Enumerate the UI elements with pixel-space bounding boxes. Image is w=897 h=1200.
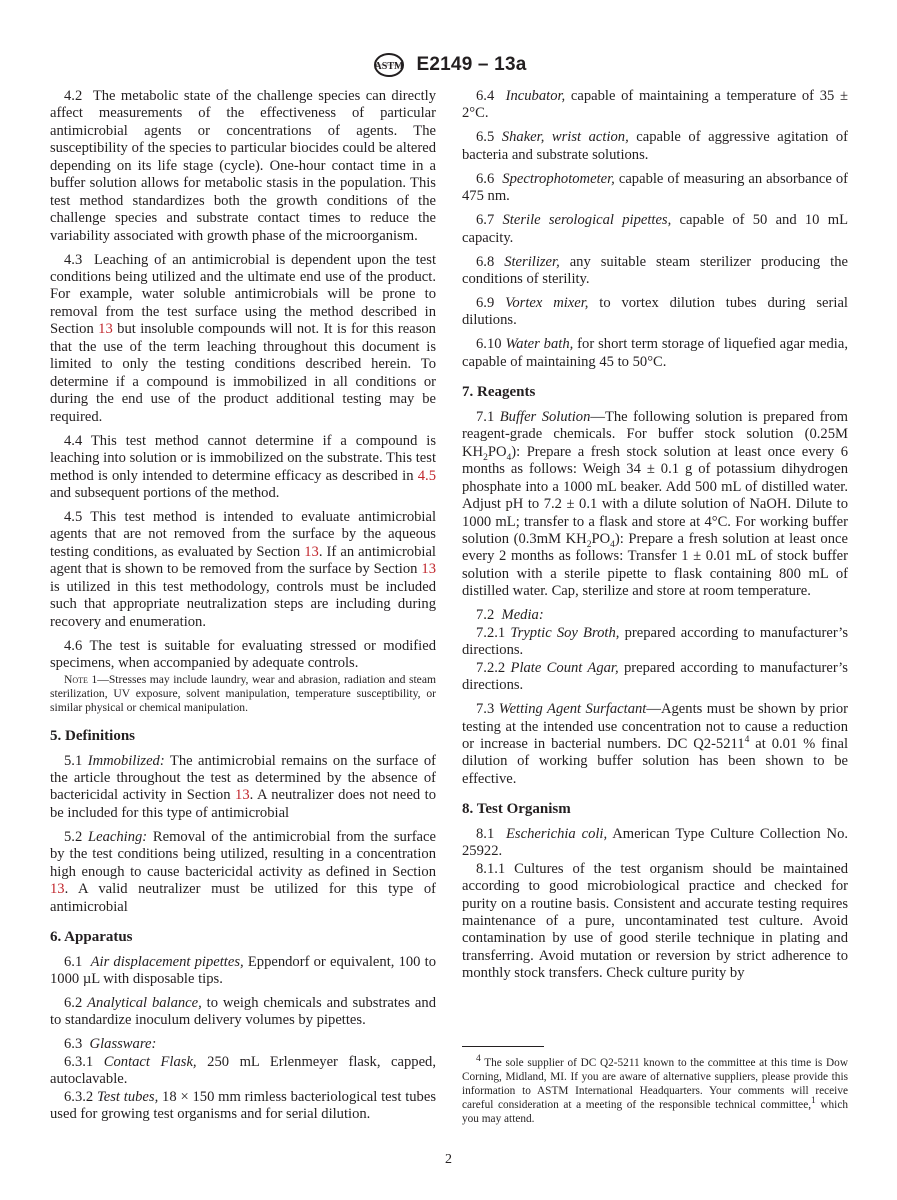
clause-text: capable of 50 and 10 mL capacity. xyxy=(462,212,848,246)
clause-text: to vortex dilution tubes during serial dilutions. xyxy=(462,295,848,329)
paragraph-4-2 xyxy=(50,88,436,245)
clause-text: capable of maintaining a temperature of 35 ± 2°C. xyxy=(462,88,848,122)
clause-text: but insoluble compounds will not. It is for this reason that the use of the term leaching throughout this document is limited to only the testing conditions described herein. To determine if a compound is immobilized in all conditions or during the end use of the product additional testing may be required. xyxy=(50,321,436,425)
paragraph-6-7 xyxy=(462,212,848,247)
paragraph-6-10 xyxy=(462,336,848,371)
paragraph-6-9 xyxy=(462,295,848,330)
section-13-link[interactable]: 13 xyxy=(304,543,319,560)
clause-number: 7.2 xyxy=(476,607,495,624)
paragraph-4-4 xyxy=(50,433,436,503)
section-13-link[interactable]: 13 xyxy=(98,321,113,338)
paragraph-6-5 xyxy=(462,129,848,164)
section-heading-apparatus: 6. Apparatus xyxy=(50,929,133,946)
subscript: 4 xyxy=(506,452,512,463)
paragraph-6-3 xyxy=(50,1036,436,1053)
clause-text: 250 mL Erlenmeyer flask, capped, autoclavable. xyxy=(50,1053,437,1088)
clause-number: 4.6 xyxy=(64,637,83,654)
footnote-divider xyxy=(462,1046,544,1047)
section-heading-definitions: 5. Definitions xyxy=(50,728,136,745)
item-term: Air displacement pipettes, xyxy=(90,953,244,970)
clause-text: to weigh chemicals and substrates and to standardize inoculum delivery volumes by pipettes. xyxy=(50,995,436,1029)
subscript: 2 xyxy=(586,539,592,550)
clause-number: 7.2.1 xyxy=(476,624,506,641)
astm-logo-icon xyxy=(371,52,407,78)
clause-number: 6.1 xyxy=(64,953,83,970)
clause-number: 6.7 xyxy=(476,212,495,229)
clause-text: This test method cannot determine if a compound is leaching into solution or is immobilized on the substrate. This test method is only intended to determine efficacy as described in xyxy=(50,432,437,484)
note-text: —Stresses may include laundry, wear and abrasion, radiation and steam sterilization, UV exposure, solvent manipulation, temperature susceptibility, or similar physical or chemical manipulation. xyxy=(50,672,436,714)
paragraph-8-1-1 xyxy=(462,861,848,983)
paragraph-5-2 xyxy=(50,829,436,916)
paragraph-6-3-1 xyxy=(50,1054,436,1089)
clause-text: prepared according to manufacturer’s directions. xyxy=(462,624,848,659)
paragraph-5-1 xyxy=(50,753,436,823)
clause-text: . A neutralizer does not need to be included for this type of antimicrobial xyxy=(50,787,436,821)
clause-text: . If an antimicrobial agent that is shown to be removed from the surface by Section xyxy=(50,543,436,578)
clause-text: The test is suitable for evaluating stressed or modified specimens, when accompanied by adequate controls. xyxy=(50,637,437,672)
clause-number: 6.2 xyxy=(64,995,83,1011)
clause-number: 6.8 xyxy=(476,253,495,270)
section-13-link[interactable]: 13 xyxy=(50,881,65,898)
clause-number: 6.3.1 xyxy=(64,1053,94,1070)
item-term: Glassware: xyxy=(89,1036,157,1053)
clause-text: Cultures of the test organism should be maintained according to good microbiological practice and checked for purity on a routine basis. Consistent and accurate testing requires maintenance of a pure, uncontaminated test culture. Avoid contamination by use of good sterile technique in plating and transferring. Avoid mutation or reversion by strict adherence to monthly stock transfers. Check culture purity by xyxy=(462,860,849,982)
section-heading-test-organism: 8. Test Organism xyxy=(462,801,571,818)
clause-number: 8.1.1 xyxy=(476,860,506,877)
clause-text: This test method is intended to evaluate antimicrobial agents that are not removed from the surface by the aqueous testing conditions, as evaluated by Section xyxy=(50,508,437,560)
clause-number: 4.4 xyxy=(64,432,83,449)
paragraph-6-1 xyxy=(50,954,436,989)
item-term: Incubator, xyxy=(505,88,566,104)
clause-number: 5.1 xyxy=(64,752,83,769)
paragraph-4-3 xyxy=(50,252,436,427)
page-header xyxy=(0,52,897,78)
defined-term: Leaching: xyxy=(87,828,148,845)
item-term: Test tubes, xyxy=(97,1088,159,1105)
paragraph-6-4 xyxy=(462,88,848,123)
item-term: Plate Count Agar, xyxy=(510,659,619,676)
clause-text: ): Prepare a fresh stock solution at least once every 6 months as follows: Weigh 34 ± 0.1 g of potassium dihydrogen phosphate into a 1000 mL beaker. Add 500 mL of distilled water. Adjust pH to 7.2 ± 0.1 with a dilute solution of NaOH. Dilute to 1000 mL; transfer to a flask and store at 4°C. For working buffer solution (0.3mM KH xyxy=(462,443,848,547)
footnote-area xyxy=(462,1046,848,1127)
page-number: 2 xyxy=(445,1152,452,1167)
note-1 xyxy=(50,673,436,716)
clause-number: 8.1 xyxy=(476,825,495,842)
right-column xyxy=(462,88,848,989)
footnote-4-marker[interactable]: 4 xyxy=(744,735,750,746)
clause-text: American Type Culture Collection No. 25922. xyxy=(462,825,849,860)
clause-text: —The following solution is prepared from reagent-grade chemicals. For buffer stock solution (0.25M KH xyxy=(462,408,849,460)
clause-number: 4.5 xyxy=(64,508,83,525)
clause-number: 4.2 xyxy=(64,88,83,104)
section-13-link[interactable]: 13 xyxy=(421,561,436,578)
section-4-5-link[interactable]: 4.5 xyxy=(417,467,436,484)
item-term: Sterilizer, xyxy=(504,253,560,270)
paragraph-4-6 xyxy=(50,638,436,673)
paragraph-6-2 xyxy=(50,995,436,1030)
clause-number: 5.2 xyxy=(64,828,83,845)
defined-term: Immobilized: xyxy=(87,752,165,769)
clause-text: prepared according to manufacturer’s directions. xyxy=(462,659,848,694)
footnote-text: The sole supplier of DC Q2-5211 known to the committee at this time is Dow Corning, Midland, MI. If you are aware of alternative suppliers, please provide this information to ASTM International Headquarters. Your comments will receive careful consideration at a meeting of the responsible technical committee, xyxy=(462,1057,848,1111)
clause-text: for short term storage of liquefied agar media, capable of maintaining 45 to 50°C. xyxy=(462,336,848,370)
standard-designation: E2149 – 13a xyxy=(416,54,527,75)
item-term: Media: xyxy=(501,607,544,624)
paragraph-4-5 xyxy=(50,509,436,631)
clause-number: 7.2.2 xyxy=(476,659,506,676)
clause-number: 6.3.2 xyxy=(64,1088,94,1105)
clause-text: at 0.01 % final dilution of working buffer solution has been shown to be effective. xyxy=(462,735,848,787)
clause-text: —Agents must be shown by prior testing at the intended use concentration not to cause a reduction or increase in bacterial numbers. DC Q2-5211 xyxy=(462,701,848,752)
organism-name: Escherichia coli, xyxy=(506,825,608,842)
item-term: Shaker, wrist action, xyxy=(501,129,629,146)
item-term: Sterile serological pipettes, xyxy=(502,212,672,229)
clause-text: 18 × 150 mm rimless bacteriological test tubes used for growing test organisms and for serial dilution. xyxy=(50,1088,437,1123)
svg-text:ASTM: ASTM xyxy=(374,61,403,72)
item-term: Vortex mixer, xyxy=(505,295,589,312)
paragraph-7-2 xyxy=(462,607,848,624)
clause-text: PO xyxy=(591,530,611,547)
item-term: Buffer Solution xyxy=(499,408,591,425)
item-term: Spectrophotometer, xyxy=(502,170,615,187)
clause-number: 6.5 xyxy=(476,129,495,146)
section-13-link[interactable]: 13 xyxy=(235,787,250,804)
clause-number: 6.10 xyxy=(476,336,502,353)
paragraph-6-6 xyxy=(462,171,848,206)
clause-text: and subsequent portions of the method. xyxy=(50,484,280,501)
clause-number: 6.9 xyxy=(476,295,495,312)
clause-text: is utilized in this test methodology, controls must be included such that appropriate neutralization steps are including during recovery and enumeration. xyxy=(50,578,436,630)
clause-number: 7.1 xyxy=(476,408,495,425)
item-term: Tryptic Soy Broth, xyxy=(510,624,620,641)
item-term: Analytical balance, xyxy=(87,995,202,1011)
paragraph-7-1 xyxy=(462,409,848,601)
paragraph-6-3-2 xyxy=(50,1089,436,1124)
clause-text: Leaching of an antimicrobial is dependent upon the test conditions being utilized and the ultimate end use of the product. For example, water soluble antimicrobials will be prone to removal from the test surface using the method described in Section xyxy=(50,251,436,338)
item-term: Contact Flask, xyxy=(103,1053,197,1070)
clause-number: 6.3 xyxy=(64,1036,83,1053)
paragraph-8-1 xyxy=(462,826,848,861)
clause-number: 4.3 xyxy=(64,251,83,268)
clause-text: PO xyxy=(487,443,507,460)
item-term: Water bath, xyxy=(505,336,574,353)
clause-text: Eppendorf or equivalent, 100 to 1000 µL with disposable tips. xyxy=(50,953,436,988)
clause-number: 6.6 xyxy=(476,170,495,187)
paragraph-7-2-1 xyxy=(462,625,848,660)
subscript: 4 xyxy=(610,539,615,550)
subscript: 2 xyxy=(483,452,488,463)
paragraph-7-2-2 xyxy=(462,660,848,695)
left-column xyxy=(50,88,436,1124)
footnote-mark: 4 xyxy=(476,1054,481,1065)
clause-text: The metabolic state of the challenge species can directly affect measurements of the effectiveness of particular antimicrobial agents or concentrations of agents. The susceptibility of the species to particular biocides could be altered depending on its life stage (cycle). One-hour contact time in a buffer solution allows for metabolic stasis in the population. This test method standardizes both the growth conditions of the challenge species and substrate contact times to reduce the variability associated with growth phase of the microorganism. xyxy=(50,88,436,244)
item-term: Wetting Agent Surfactant xyxy=(498,701,647,718)
note-label: Note 1 xyxy=(64,672,98,686)
clause-number: 7.3 xyxy=(476,701,495,718)
footnote-1-marker[interactable]: 1 xyxy=(811,1095,816,1106)
clause-text: any suitable steam sterilizer producing the conditions of sterility. xyxy=(462,253,848,288)
clause-text: capable of measuring an absorbance of 475 nm. xyxy=(462,170,848,205)
clause-text: The antimicrobial remains on the surface of the article throughout the test as determined by the absence of bactericidal activity in Section xyxy=(50,752,436,804)
footnote-4 xyxy=(462,1054,848,1127)
clause-number: 6.4 xyxy=(476,88,495,104)
paragraph-6-8 xyxy=(462,254,848,289)
footnote-text: which you may attend. xyxy=(462,1098,848,1125)
clause-text: . A valid neutralizer must be utilized for this type of antimicrobial xyxy=(50,881,436,915)
section-heading-reagents: 7. Reagents xyxy=(462,384,536,401)
paragraph-7-3 xyxy=(462,701,848,788)
clause-text: capable of aggressive agitation of bacteria and substrate solutions. xyxy=(462,129,848,163)
clause-text: ): Prepare a fresh solution at least once every 2 months as follows: Transfer 1 ± 0.01 mL of stock buffer solution with a sterile pipette to flask containing 800 mL of distilled water. Cap, sterilize and store at room temperature. xyxy=(462,530,848,600)
clause-text: Removal of the antimicrobial from the surface by the test conditions being utilized, resulting in a concentration high enough to cause bactericidal activity as defined in Section xyxy=(50,828,436,880)
